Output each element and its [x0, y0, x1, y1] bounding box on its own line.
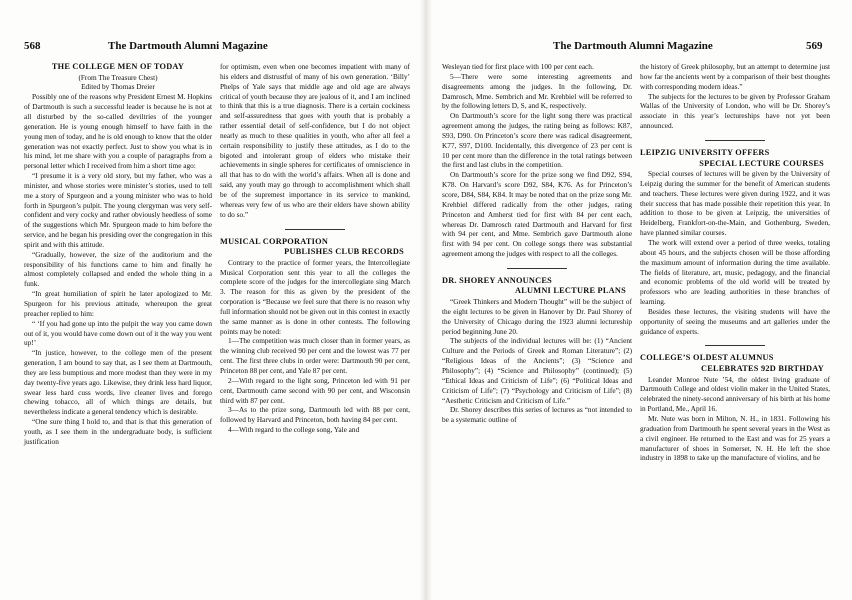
article-title-leipzig-line1: LEIPZIG UNIVERSITY OFFERS [640, 147, 770, 157]
article-paragraph: On Dartmouth’s score for the light song there was practical agreement among the judges, the rating being as follows: K87, S93, D90. On Princeton’s score there was radical disagreement, K77, S97, D100. Incidentally, this divergence of 23 per cent is 10 per cent more than the difference in the total ratings between the first and last clubs in the competition. [442, 111, 632, 170]
article-title-alumnus-line2: CELEBRATES 92D BIRTHDAY [700, 364, 824, 374]
article-title-college-men: THE COLLEGE MEN OF TODAY [51, 62, 185, 71]
article-paragraph: Leander Monroe Nute ’54, the oldest living graduate of Dartmouth College and oldest violin maker in the United States, celebrated the ninety-second anniversary of his birth at his home in Portland, Me., April 16. [640, 374, 830, 414]
article-paragraph: “Greek Thinkers and Modern Thought” will be the subject of the eight lectures to be given in Hanover by Dr. Paul Shorey of the University of Chicago during the 1923 alumni lectureship period beginning June 20. [442, 297, 632, 336]
article-paragraph: Special courses of lectures will be given by the University of Leipzig during the summer for the benefit of American students and teachers. These lectures were given during 1922, and it was their success that has made possible their repetition this year. In addition to those to be given at Leipzig, the universities of Heidelberg, Frankfort-on-the-Main, and Gothenburg, Sweden, have planned similar courses. [640, 169, 830, 238]
article-editor: Edited by Thomas Dreier [81, 82, 155, 92]
left-column-2 [220, 62, 410, 435]
article-title-leipzig-line2: SPECIAL LECTURE COURSES [699, 158, 824, 168]
right-running-head: The Dartmouth Alumni Magazine [553, 40, 713, 52]
article-paragraph: Dr. Shorey describes this series of lectures as “not intended to be a systematic outline of [442, 405, 632, 425]
right-column-1 [442, 62, 632, 425]
article-paragraph: The subjects for the lectures to be given by Professor Graham Wallas of the University of London, who will be Dr. Shorey’s associate in this year’s lectureships have not yet been announced. [640, 91, 830, 131]
article-title-shorey-line1: DR. SHOREY ANNOUNCES [442, 275, 553, 285]
article-paragraph: “ ‘If you had gone up into the pulpit the way you came down out of it, you would have come down out of it the way you went up!’ [24, 318, 212, 348]
article-paragraph: 3—As to the prize song, Dartmouth led with 88 per cent, followed by Harvard and Princeton, both having 84 per cent. [220, 405, 410, 425]
article-title-musical-line2: PUBLISHES CLUB RECORDS [284, 247, 404, 257]
article-paragraph: “Gradually, however, the size of the auditorium and the responsibility of his functions came to him and finally he almost completely collapsed and ended the whole thing in a funk. [24, 249, 212, 289]
article-paragraph: Mr. Nute was born in Milton, N. H., in 1831. Following his graduation from Dartmouth he spent several years in the West as a civil engineer. He returned to the East and was for 25 years a manufacturer of shoes in Somerset, N. H. He left the shoe industry in 1898 to take up the manufacture of violins, and he [640, 414, 830, 463]
article-paragraph: 1—The competition was much closer than in former years, as the winning club received 90 per cent and the lowest was 77 per cent. The first three clubs in order were: Dartmouth 90 per cent, Princeton 88 per cent, and Yale 87 per cent. [220, 336, 410, 375]
right-column-2 [640, 62, 830, 463]
article-paragraph: “I presume it is a very old story, but my father, who was a minister, and whose stories were minister’s stories, used to tell me a story of Spurgeon and a young minister who was to hold forth in Spurgeon’s pulpit. The young clergyman was very self-confident and very cocky and rather obviously heedless of some of the suggestions which Mr. Spurgeon made to him before the service, and he began his presiding over the congregation in this spirit and with this attitude. [24, 171, 212, 249]
left-column-1 [24, 62, 212, 447]
article-title-shorey-line2: ALUMNI LECTURE PLANS [514, 286, 626, 296]
section-divider [705, 140, 765, 141]
article-paragraph: The work will extend over a period of three weeks, totaling about 45 hours, and the subjects chosen will be those affording the maximum amount of information during the time available. The fields of literature, art, music, pedagogy, and the financial and economic problems of the old world will be treated by professors who are leading authorities in these branches of learning. [640, 238, 830, 307]
article-paragraph: 2—With regard to the light song, Princeton led with 91 per cent, Dartmouth came second with 90 per cent, and Wisconsin third with 87 per cent. [220, 375, 410, 405]
article-paragraph: Besides these lectures, the visiting students will have the opportunity of seeing the museums and art galleries under the guidance of experts. [640, 306, 830, 336]
article-paragraph: Wesleyan tied for first place with 100 per cent each. [442, 62, 594, 71]
article-paragraph: Possibly one of the reasons why President Ernest M. Hopkins of Dartmouth is such a successful leader is because he is not at all disturbed by the so-called deviltries of the younger generation. He is young enough himself to have faith in the young men of today, and he is old enough to know that the older generation was not exactly perfect. Just to show you what is in his mind, let me share with you a couple of paragraphs from a personal letter which I received from him a short time ago: [24, 92, 212, 171]
article-title-musical-line1: MUSICAL CORPORATION [220, 236, 329, 246]
section-divider [705, 345, 765, 346]
article-paragraph: “One sure thing I hold to, and that is that this generation of youth, as I see them in the undergraduate body, is sufficient justification [24, 417, 212, 446]
section-divider [285, 229, 345, 230]
article-title-alumnus-line1: COLLEGE’S OLDEST ALUMNUS [640, 353, 774, 363]
article-paragraph: On Dartmouth’s score for the prize song we find D92, S94, K78. On Harvard’s score D92, S84, K76. As for Princeton’s score, D84, S84, K84. It may be noted that on the prize song Mr. Krehbiel differed radically from the other judges, rating Princeton and Amherst tied for first with 84 per cent each, whereas Dr. Damrosch rated Dartmouth and Harvard for first with 94 per cent, and Mme. Sembrich gave Dartmouth alone first with 94 per cent. On college songs there was substantial agreement among the judges with respect to all the colleges. [442, 170, 632, 259]
right-page-number: 569 [806, 40, 823, 52]
article-paragraph: 5—There were some interesting agreements and disagreements among the judges. In the following, Dr. Damrosch, Mme. Sembrich and Mr. Krehbiel will be referred to by the following letters D, S, and K, respectively. [442, 71, 632, 111]
left-page-number: 568 [24, 40, 41, 52]
left-running-head: The Dartmouth Alumni Magazine [108, 40, 268, 52]
article-paragraph: for optimism, even when one becomes impatient with many of his elders and distrustful of many of his own generation. ‘Billy’ Phelps of Yale says that middle age and old age are always critical of youth because they are jealous of it, and I am inclined to think that this is a true diagnosis. There is a certain cockiness and self-assuredness that goes with youth that is probably a rather essential detail of self-confidence, but I do not object nearly as much to these qualities in youth, who after all feel a certain responsibility to justify these attitudes, as I do to the bigoted and intolerant group of elders who mistake their achievements in single spheres for certificates of omniscience in all that has to do with the world’s affairs. When all is done and said, any youth may go through to accomplishment which shall be of the supremest importance in its service to mankind, whereas very few of us who are their elders have shown ability to do so.” [220, 62, 410, 219]
article-source: (From The Treasure Chest) [78, 72, 158, 82]
article-paragraph: Contrary to the practice of former years, the Intercollegiate Musical Corporation sent this year to all the colleges the complete score of the judges for the intercollegiate sing March 3. The reason for this as given by the president of the corporation is “Because we feel sure that there is no reason why full information should not be given out in this contest in exactly the same manner as is done in other contests. The following points may be noted: [220, 257, 410, 336]
section-divider [507, 268, 567, 269]
article-paragraph: The subjects of the individual lectures will be: (1) “Ancient Culture and the Periods of Greek and Roman Literature”; (2) “Religious Ideas of the Ancients”; (3) “Science and Philosophy”; (4) “Science and Philosophy” (continued); (5) “Ethical Ideas and Criticism of Life”; (6) “Political Ideas and Criticism of Life”; (7) “Psychology and Criticism of Life”; (8) “Aesthetic Criticism and Criticism of Life.” [442, 336, 632, 405]
page-gutter [420, 0, 432, 600]
article-paragraph: “In justice, however, to the college men of the present generation, I am bound to say that, as I see them at Dartmouth, they are less bumptious and more modest than they were in my day twenty-five years ago. Likewise, they drink less hard liquor, swear less hard cuss words, live cleaner lives and forego chewing tobacco, all of which things are details, but nevertheless indicate a general tendency which is desirable. [24, 348, 212, 417]
article-paragraph: “In great humiliation of spirit he later apologized to Mr. Spurgeon for his previous attitude, whereupon the great preacher replied to him: [24, 289, 212, 318]
article-paragraph: 4—With regard to the college song, Yale and [228, 425, 360, 435]
article-paragraph: the history of Greek philosophy, but an attempt to determine just how far the ancients went by a comparison of their best thoughts with corresponding modern ideas.” [640, 62, 830, 91]
